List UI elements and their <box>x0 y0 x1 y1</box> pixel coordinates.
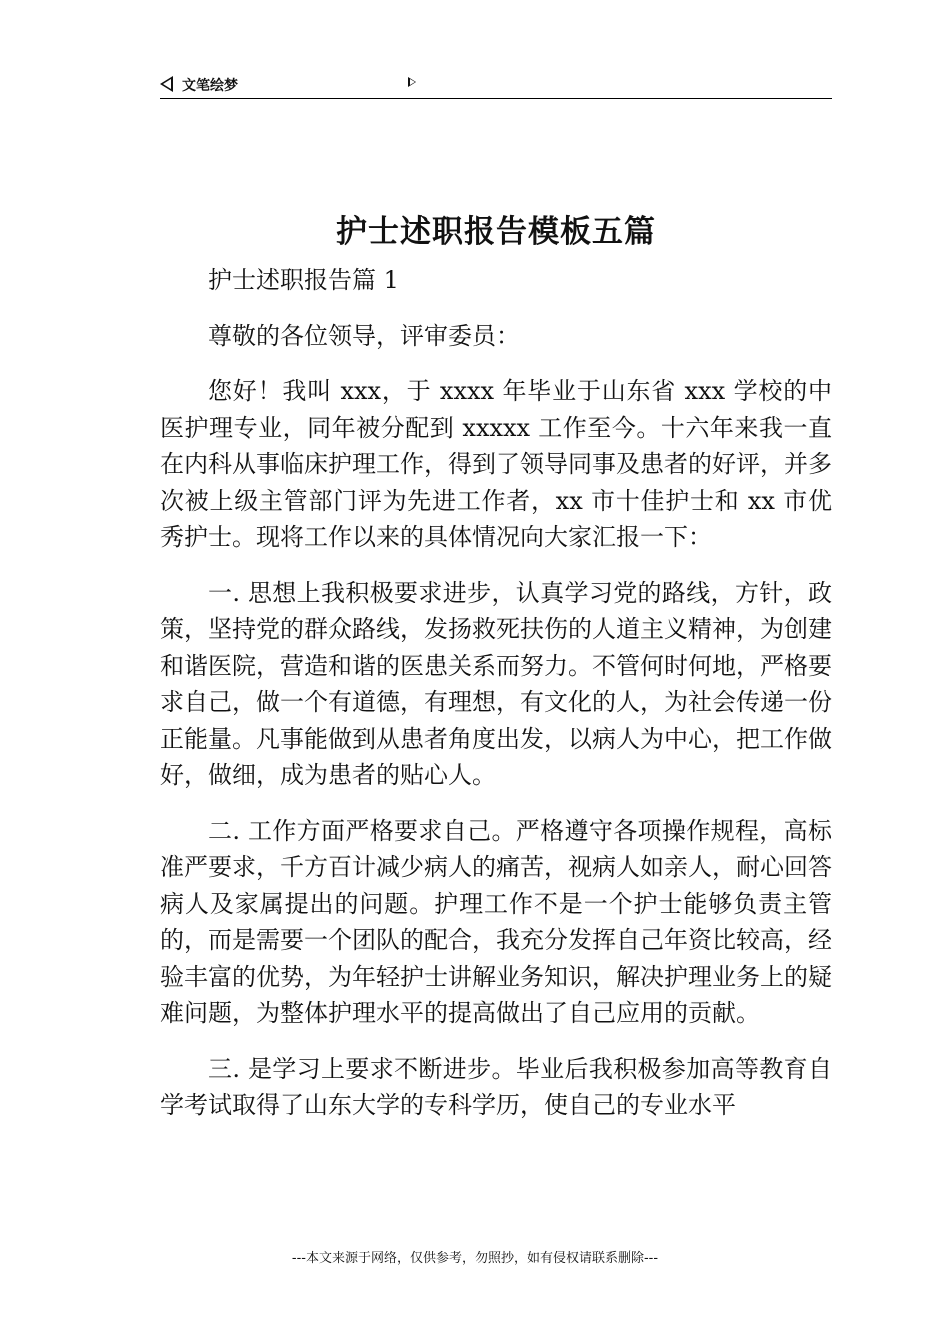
footer-notice: ---本文来源于网络，仅供参考，勿照抄，如有侵权请联系删除--- <box>291 1251 659 1266</box>
triangle-right-icon <box>408 77 416 87</box>
triangle-left-icon <box>160 76 173 92</box>
paragraph: 您好！我叫 xxx，于 xxxx 年毕业于山东省 xxx 学校的中医护理专业，同年被分配到 xxxxx 工作至今。十六年来我一直在内科从事临床护理工作，得到了领导同事及患者的好评，并多次被上级主管部门评为先进工作者，xx 市十佳护士和 xx 市优秀护士。现将工作以来的具体情况向大家汇报一下： <box>160 377 832 551</box>
document-body <box>160 262 832 1124</box>
section-heading: 护士述职报告篇 1 <box>208 266 399 294</box>
salutation: 尊敬的各位领导，评审委员： <box>208 321 520 350</box>
paragraph: 一. 思想上我积极要求进步，认真学习党的路线，方针，政策，坚持党的群众路线，发扬救死扶伤的人道主义精神，为创建和谐医院，营造和谐的医患关系而努力。不管何时何地，严格要求自己，做一个有道德，有理想，有文化的人，为社会传递一份正能量。凡事能做到从患者角度出发，以病人为中心，把工作做好，做细，成为患者的贴心人。 <box>160 578 832 789</box>
paragraph: 三. 是学习上要求不断进步。毕业后我积极参加高等教育自学考试取得了山东大学的专科学历，使自己的专业水平 <box>160 1054 832 1119</box>
page-header <box>160 72 832 99</box>
document-title: 护士述职报告模板五篇 <box>336 214 656 250</box>
paragraph: 二. 工作方面严格要求自己。严格遵守各项操作规程，高标准严要求，千方百计减少病人的痛苦，视病人如亲人，耐心回答病人及家属提出的问题。护理工作不是一个护士能够负责主管的，而是需要一个团队的配合，我充分发挥自己年资比较高，经验丰富的优势，为年轻护士讲解业务知识，解决护理业务上的疑难问题，为整体护理水平的提高做出了自己应用的贡献。 <box>160 816 832 1027</box>
header-brand: 文笔绘梦 <box>182 78 238 94</box>
